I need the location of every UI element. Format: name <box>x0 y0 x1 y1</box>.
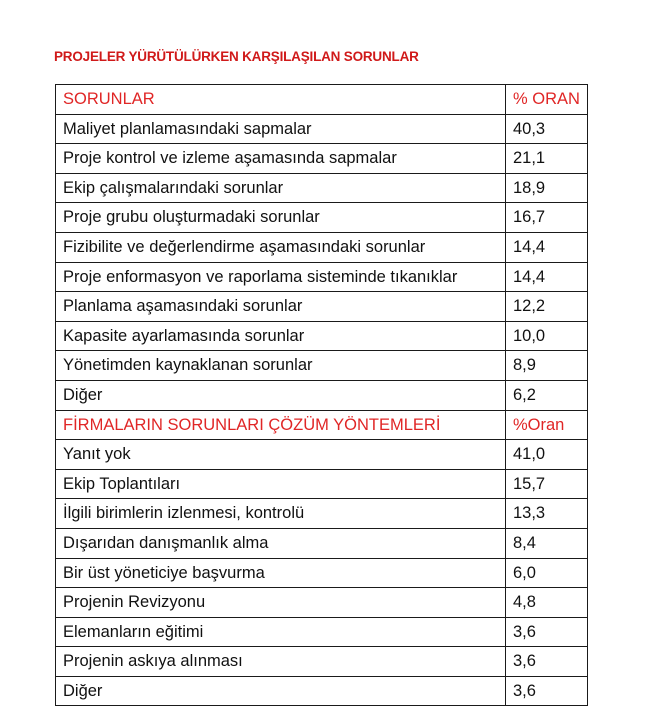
table-row <box>56 292 588 322</box>
row-label: Ekip Toplantıları <box>56 469 506 499</box>
column-header-rate: %Oran <box>506 410 588 440</box>
row-value: 13,3 <box>506 499 588 529</box>
row-value: 41,0 <box>506 440 588 470</box>
section-header-problems <box>56 85 588 115</box>
row-label: Proje enformasyon ve raporlama sisteminde tıkanıklar <box>56 262 506 292</box>
row-value: 8,9 <box>506 351 588 381</box>
table-row <box>56 232 588 262</box>
row-value: 3,6 <box>506 676 588 706</box>
problems-table <box>55 84 588 706</box>
row-label: Maliyet planlamasındaki sapmalar <box>56 114 506 144</box>
row-label: Proje kontrol ve izleme aşamasında sapmalar <box>56 144 506 174</box>
table-row <box>56 380 588 410</box>
column-header-problems: SORUNLAR <box>56 85 506 115</box>
table-row <box>56 528 588 558</box>
table-row <box>56 469 588 499</box>
row-value: 10,0 <box>506 321 588 351</box>
row-label: Bir üst yöneticiye başvurma <box>56 558 506 588</box>
row-label: Planlama aşamasındaki sorunlar <box>56 292 506 322</box>
table-row <box>56 440 588 470</box>
row-value: 3,6 <box>506 617 588 647</box>
row-label: Yönetimden kaynaklanan sorunlar <box>56 351 506 381</box>
row-label: Diğer <box>56 380 506 410</box>
table-row <box>56 114 588 144</box>
row-label: Ekip çalışmalarındaki sorunlar <box>56 173 506 203</box>
row-value: 8,4 <box>506 528 588 558</box>
row-value: 6,2 <box>506 380 588 410</box>
table-row <box>56 321 588 351</box>
table-row <box>56 617 588 647</box>
table-row <box>56 647 588 677</box>
row-label: Proje grubu oluşturmadaki sorunlar <box>56 203 506 233</box>
row-value: 14,4 <box>506 232 588 262</box>
row-value: 4,8 <box>506 588 588 618</box>
row-label: Projenin askıya alınması <box>56 647 506 677</box>
column-header-rate: % ORAN <box>506 85 588 115</box>
table-row <box>56 203 588 233</box>
row-label: Kapasite ayarlamasında sorunlar <box>56 321 506 351</box>
section-header-solutions <box>56 410 588 440</box>
row-value: 3,6 <box>506 647 588 677</box>
table-row <box>56 558 588 588</box>
row-label: Elemanların eğitimi <box>56 617 506 647</box>
row-value: 18,9 <box>506 173 588 203</box>
table-row <box>56 588 588 618</box>
row-label: Dışarıdan danışmanlık alma <box>56 528 506 558</box>
column-header-solutions: FİRMALARIN SORUNLARI ÇÖZÜM YÖNTEMLERİ <box>56 410 506 440</box>
row-value: 15,7 <box>506 469 588 499</box>
row-value: 14,4 <box>506 262 588 292</box>
row-value: 6,0 <box>506 558 588 588</box>
table-row <box>56 499 588 529</box>
table-row <box>56 676 588 706</box>
row-value: 16,7 <box>506 203 588 233</box>
row-label: İlgili birimlerin izlenmesi, kontrolü <box>56 499 506 529</box>
row-value: 40,3 <box>506 114 588 144</box>
row-value: 21,1 <box>506 144 588 174</box>
page-title: PROJELER YÜRÜTÜLÜRKEN KARŞILAŞILAN SORUNLAR <box>54 49 419 64</box>
table-row <box>56 351 588 381</box>
row-label: Fizibilite ve değerlendirme aşamasındaki sorunlar <box>56 232 506 262</box>
table-row <box>56 173 588 203</box>
row-label: Diğer <box>56 676 506 706</box>
row-label: Yanıt yok <box>56 440 506 470</box>
table-row <box>56 144 588 174</box>
table-row <box>56 262 588 292</box>
row-value: 12,2 <box>506 292 588 322</box>
row-label: Projenin Revizyonu <box>56 588 506 618</box>
